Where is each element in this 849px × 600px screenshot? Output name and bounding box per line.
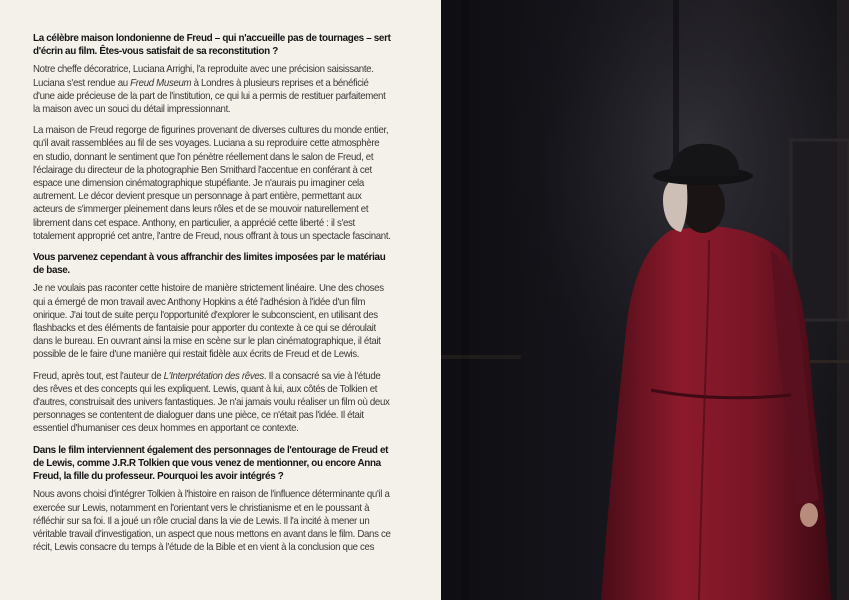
woman-in-red-coat-image xyxy=(441,0,849,600)
book-title: L'Interprétation des rêves xyxy=(163,370,264,382)
film-still-photo xyxy=(441,0,849,600)
question-3: Dans le film interviennent également des personnages de l'entourage de Freud et de Lewis, comme J.R.R Tolkien que vous venez de mentionner, ou encore Anna Freud, la fille du professeur. Pourquoi les avoir intégrés ? xyxy=(33,444,389,483)
answer-1-paragraph-1: Notre cheffe décoratrice, Luciana Arrighi, l'a reproduite avec une précision saisissante. Luciana s'est rendue au Freud Museum à Londres à plusieurs reprises et a bénéficié d'une aide précieuse de la part de l'institution, ce qui lui a permis de restituer parfaitement la maison avec un souci du détail impressionnant. xyxy=(33,64,386,116)
answer-3-paragraph-1: Nous avons choisi d'intégrer Tolkien à l'histoire en raison de l'influence déterminante qu'il a exercée sur Lewis, notamment en l'orientant vers le christianisme et en le poussant à réfléchir sur sa foi. Il a joué un rôle crucial dans la vie de Lewis. Il l'a incité à mener un véritable travail d'investigation, un aspect que nous mettons en avant dans le film. Dans ce récit, Lewis consacre du temps à l'étude de la Bible et en vient à la conclusion que ces xyxy=(33,489,391,554)
question-2: Vous parvenez cependant à vous affranchir des limites imposées par le matériau de base. xyxy=(33,252,386,277)
answer-1-paragraph-2: La maison de Freud regorge de figurines provenant de diverses cultures du monde entier, qu'il avait rassemblées au fil de ses voyages. Luciana a su reproduire cette atmosphère en studio, donnant le sentiment que l'on pénètre réellement dans le salon de Freud, et l'éclairage du directeur de la photographie Ben Smithard l'accentue en conférant à cet espace une dimension cinématographique stupéfiante. Je n'aurais pu imaginer cela autrement. Le décor devient presque un personnage à part entière, permettant aux acteurs de s'immerger pleinement dans leurs rôles et de se mouvoir naturellement et librement dans cet espace. Anthony, en particulier, a apprécié cette liberté : il s'est totalement approprié cet antre, l'antre de Freud, nous offrant à tous un spectacle fascinant. xyxy=(33,125,391,242)
answer-2-paragraph-2: Freud, après tout, est l'auteur de L'Interprétation des rêves. Il a consacré sa vie à l'étude des rêves et des concepts qui les expliquent. Lewis, quant à lui, aux côtés de Tolkien et d'autres, construisait des univers fantastiques. Je n'ai jamais voulu réaliser un film où deux personnages se contentent de dialoguer dans une pièce, ce n'était pas l'idée. Il était essentiel d'humaniser ces deux hommes en apportant ce contexte. xyxy=(33,370,390,435)
question-1: La célèbre maison londonienne de Freud – qui n'accueille pas de tournages – sert d'écrin au film. Êtes-vous satisfait de sa reconstitution ? xyxy=(33,33,391,58)
museum-name: Freud Museum xyxy=(130,77,192,89)
interview-column xyxy=(33,32,391,554)
answer-2-paragraph-1: Je ne voulais pas raconter cette histoire de manière strictement linéaire. Une des choses qui a émergé de mon travail avec Anthony Hopkins a été l'adhésion à l'idée d'un film onirique. J'ai tout de suite perçu l'opportunité d'explorer le subconscient, en utilisant des flashbacks et des éléments de fantaisie pour apporter du contexte à ce qui se déroulait dans le bureau. En ouvrant ainsi la mise en scène sur le plan cinématographique, il était possible de le faire d'une manière qui restait fidèle aux écrits de Freud et de Lewis. xyxy=(33,283,384,361)
